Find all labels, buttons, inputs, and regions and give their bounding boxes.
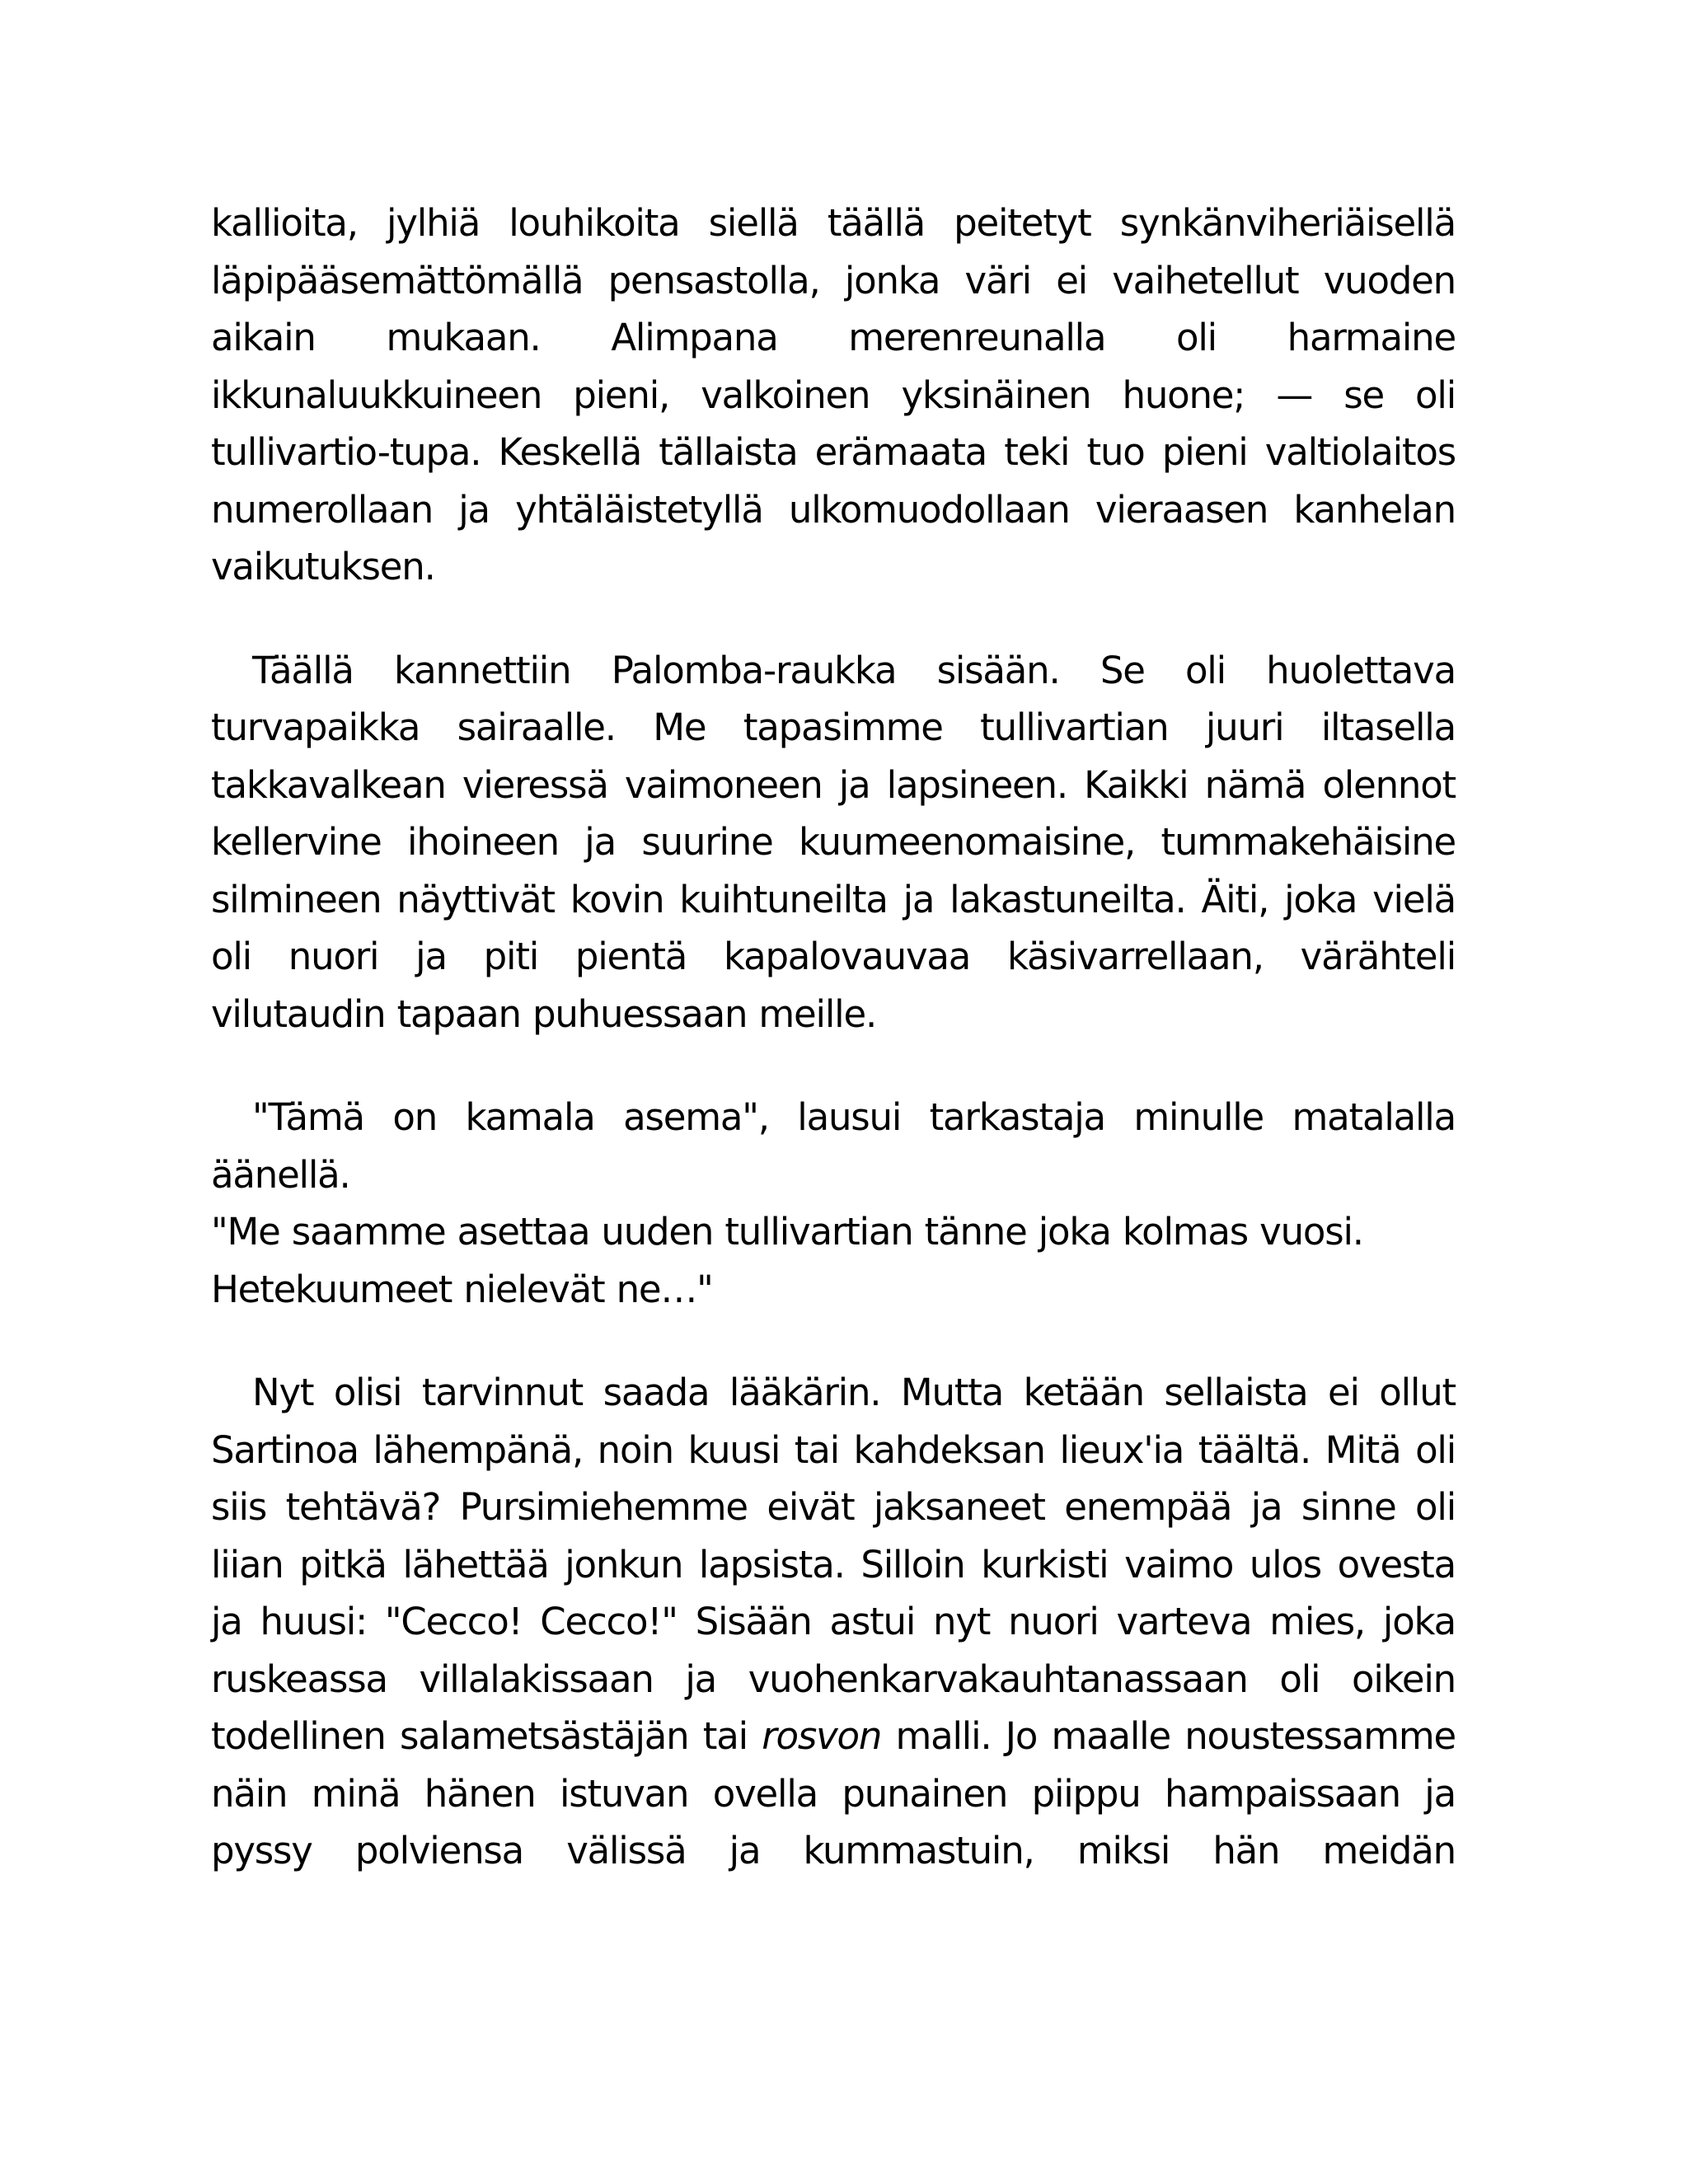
paragraph-4-text-end: malli. Jo maalle noustessamme näin minä hänen istuvan ovella punainen piippu hampaissaan ja pyssy polviensa välissä ja kummastuin, miksi hän meidän — [211, 1714, 1456, 1872]
paragraph-1-text: kallioita, jylhiä louhikoita siellä täällä peitetyt synkänviheriäisellä läpipääsemättömällä pensastolla, jonka väri ei vaihetellut vuoden aikain mukaan. Alimpana merenreunalla oli harmaine ikkunaluukkuineen pieni, valkoinen yksinäinen huone; — se oli tullivartio-tupa. Keskellä tällaista erämaata teki tuo pieni valtiolaitos numerollaan ja yhtäläistetyllä ulkomuodollaan vieraasen kanhelan vaikutuksen. — [211, 201, 1456, 588]
paragraph-4-emphasis: rosvon — [762, 1714, 882, 1758]
paragraph-4 — [211, 1364, 1456, 1880]
paragraph-2 — [211, 642, 1456, 1043]
body-text — [211, 194, 1456, 1880]
quote-line-3: Hetekuumeet nielevät ne…" — [211, 1267, 713, 1311]
paragraph-2-text: Täällä kannettiin Palomba-raukka sisään. Se oli huolettava turvapaikka sairaalle. Me tapasimme tullivartian juuri iltasella takkavalkean vieressä vaimoneen ja lapsineen. Kaikki nämä olennot kellervine ihoineen ja suurine kuumeenomaisine, tummakehäisine silmineen näyttivät kovin kuihtuneilta ja lakastuneilta. Äiti, joka vielä oli nuori ja piti pientä kapalovauvaa käsivarrellaan, värähteli vilutaudin tapaan puhuessaan meille. — [211, 648, 1456, 1036]
quote-line-1: "Tämä on kamala asema", lausui tarkastaja minulle matalalla äänellä. — [211, 1095, 1456, 1197]
paragraph-1 — [211, 194, 1456, 596]
paragraph-3-quote — [211, 1089, 1456, 1318]
quote-line-2: "Me saamme asettaa uuden tullivartian tänne joka kolmas vuosi. — [211, 1210, 1363, 1254]
paragraph-4-text-start: Nyt olisi tarvinnut saada lääkärin. Mutta ketään sellaista ei ollut Sartinoa lähempänä, noin kuusi tai kahdeksan lieux'ia täältä. Mitä oli siis tehtävä? Pursimiehemme eivät jaksaneet enempää ja sinne oli liian pitkä lähettää jonkun lapsista. Silloin kurkisti vaimo ulos ovesta ja huusi: "Cecco! Cecco!" Sisään astui nyt nuori varteva mies, joka ruskeassa villalakissaan ja vuohenkarvakauhtanassaan oli oikein todellinen salametsästäjän tai — [211, 1371, 1456, 1758]
